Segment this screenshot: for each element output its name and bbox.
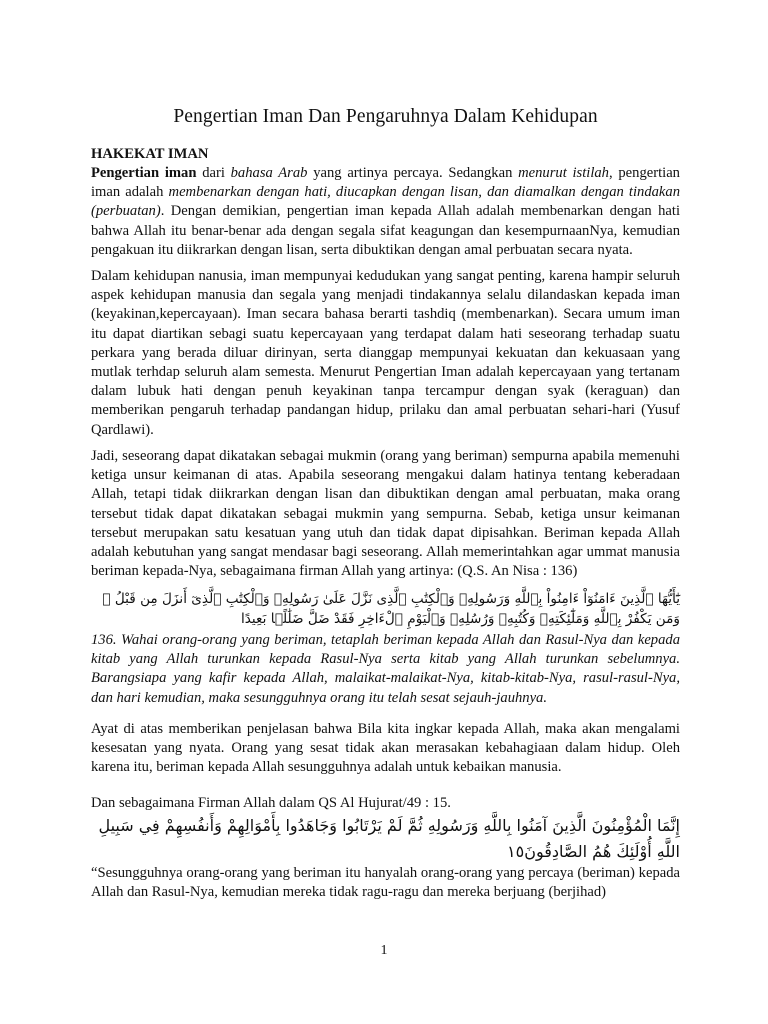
paragraph-hujurat-intro: Dan sebagaimana Firman Allah dalam QS Al Hujurat/49 : 15. xyxy=(91,795,451,811)
paragraph-explanation: Ayat di atas memberikan penjelasan bahwa Bila kita ingkar kepada Allah, maka akan mengalami kesesatan yang nyata. Orang yang sesat tidak akan merasakan kebahagiaan dalam hidup. Oleh karena itu, beriman kepada Allah sesungguhnya adalah untuk kebaikan manusia. xyxy=(91,721,680,776)
term-bold: Pengertian iman xyxy=(91,165,197,181)
page-number: 1 xyxy=(380,943,388,958)
italic-run: membenarkan dengan hati, diucapkan dengan lisan, dan diamalkan dengan tindakan (perbuatan) xyxy=(91,184,681,220)
text-run: dari xyxy=(196,165,231,181)
arabic-verse-hujurat: إِنَّمَا الْمُؤْمِنُونَ الَّذِينَ آمَنُوا بِاللَّهِ وَرَسُولِهِ ثُمَّ لَمْ يَرْتَابُوا وَجَاهَدُوا بِأَمْوَالِهِمْ وَأَنفُسِهِمْ فِي سَبِيلِ اللَّهِ أُوْلَئِكَ هُمُ الصَّادِقُونَ١٥ xyxy=(98,816,680,861)
paragraph-definition xyxy=(91,164,680,260)
text-run: . Dengan demikian, pengertian iman kepada Allah adalah membenarkan dengan hati bahwa Allah itu benar-benar ada dengan segala sifat keagungan dan kesempurnaanNya, kemudian pengakuan itu diikrarkan dengan lisan, serta dibuktikan dengan amal perbuatan secara nyata. xyxy=(91,203,680,258)
verse-translation-136: 136. Wahai orang-orang yang beriman, tetaplah beriman kepada Allah dan Rasul-Nya dan kepada kitab yang Allah turunkan kepada Rasul-Nya serta kitab yang Allah turunkan sebelumnya. Barangsiapa yang kafir kepada Allah, malaikat-malaikat-Nya, kitab-kitab-Nya, rasul-rasul-Nya, dan hari kemudian, maka sesungguhnya orang itu telah sesat sejauh-jauhnya. xyxy=(91,632,680,706)
italic-run: bahasa Arab xyxy=(230,165,308,181)
document-title: Pengertian Iman Dan Pengaruhnya Dalam Kehidupan xyxy=(173,106,598,127)
paragraph-importance: Dalam kehidupan nanusia, iman mempunyai kedudukan yang sangat penting, karena hampir seluruh aspek kehidupan manusia dan segala yang menjadi tindakannya selalu dilandaskan kepada iman (keyakinan,kepercayaan). Iman secara bahasa berarti tashdiq (membenarkan). Secara umum iman itu dapat diartikan sebagi suatu kepercayaan yang terdapat dalam hati seseorang terhadap suatu perkara yang berada diluar dirinyan, serta dianggap mempunyai kekuatan dan kekuasaan yang mutlak terhdap seluruh alam semesta. Menurut Pengertian Iman adalah kepercayaan yang tertanam dalam lubuk hati dengan penuh keyakinan tanpa tercampur dengan syak (keraguan) dan memberikan pengaruh terhadap pandangan hidup, prilaku dan amal perbuatan sehari-hari (Yusuf Qardlawi). xyxy=(91,268,680,438)
arabic-verse-an-nisa: يَٰٓأَيُّهَا ٱلَّذِينَ ءَامَنُوٓاْ ءَامِنُواْ بِٱللَّهِ وَرَسُولِهِۦ وَٱلْكِتَٰبِ ٱلَّذِى نَزَّلَ عَلَىٰ رَسُولِهِۦ وَٱلْكِتَٰبِ ٱلَّذِىٓ أَنزَلَ مِن قَبْلُ ۚ وَمَن يَكْفُرْ بِٱللَّهِ وَمَلَٰٓئِكَتِهِۦ وَكُتُبِهِۦ وَرُسُلِهِۦ وَٱلْيَوْمِ ٱلْءَاخِرِ فَقَدْ ضَلَّ ضَلَٰلًۢا بَعِيدًا xyxy=(102,591,680,627)
text-run: yang artinya percaya. Sedangkan xyxy=(307,165,519,181)
verse-translation-hujurat: “Sesungguhnya orang-orang yang beriman itu hanyalah orang-orang yang percaya (beriman) kepada Allah dan Rasul-Nya, kemudian mereka tidak ragu-ragu dan mereka berjuang (berjihad) xyxy=(91,865,680,901)
paragraph-mukmin: Jadi, seseorang dapat dikatakan sebagai mukmin (orang yang beriman) sempurna apabila memenuhi ketiga unsur keimanan di atas. Apabila seseorang mengakui dalam hatinya tentang keberadaan Allah, tetapi tidak diikrarkan dengan lisan dan dibuktikan dengan amal perbuatan, maka orang tersebut tidak dapat dikatakan sebagai mukmin yang sempurna. Sebab, ketiga unsur keimanan tersebut merupakan satu kesatuan yang utuh dan tidak dapat dipisahkan. Beriman kepada Allah adalah kebutuhan yang sangat mendasar bagi seseorang. Allah memerintahkan agar ummat manusia beriman kepada-Nya, sebagaimana firman Allah yang artinya: (Q.S. An Nisa : 136) xyxy=(91,448,680,580)
section-heading: HAKEKAT IMAN xyxy=(91,146,209,162)
text-run: , pengertian iman adalah xyxy=(91,165,680,201)
section-heading-block xyxy=(91,145,680,164)
italic-run: menurut istilah xyxy=(518,165,609,181)
